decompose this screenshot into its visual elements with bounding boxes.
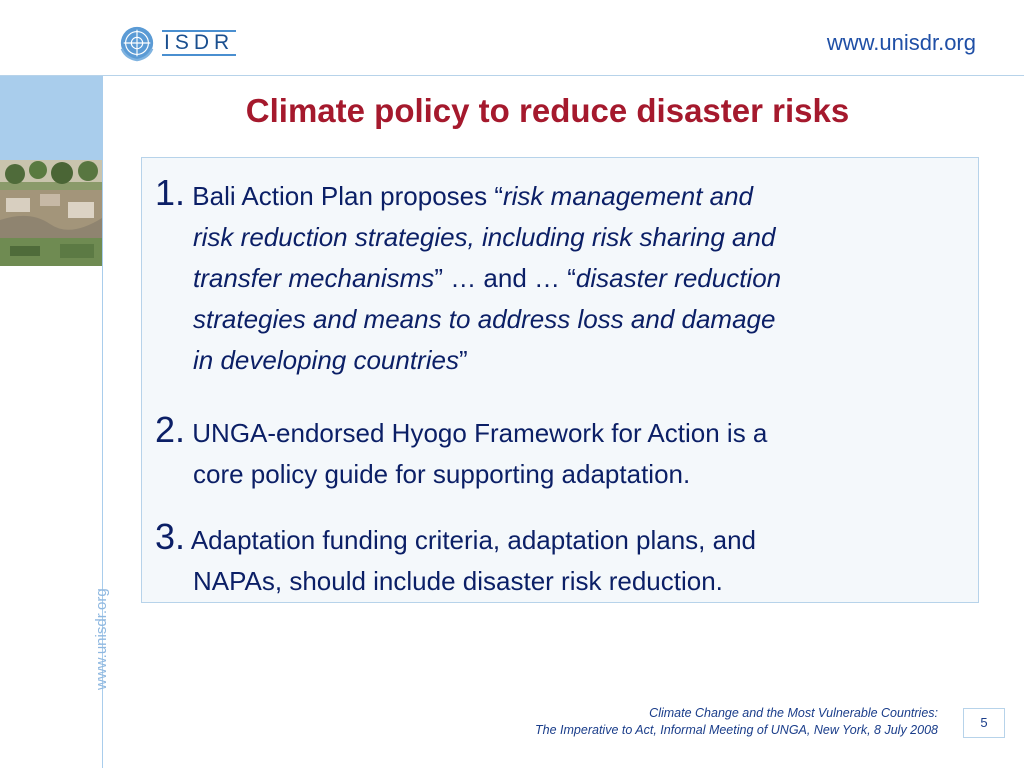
text-run: in developing countries <box>193 345 459 375</box>
content-box <box>141 157 979 603</box>
text-run: core policy guide for supporting adaptation. <box>193 459 691 489</box>
item-line <box>155 516 970 561</box>
item-line <box>155 299 970 340</box>
isdr-logo-text: ISDR <box>164 31 235 54</box>
item-number: 1. <box>155 172 186 213</box>
item-line <box>155 340 970 381</box>
item-line <box>155 409 970 454</box>
header-divider <box>0 75 1024 76</box>
page-number: 5 <box>963 708 1005 738</box>
un-emblem-icon <box>118 24 156 62</box>
slide-title: Climate policy to reduce disaster risks <box>245 92 850 129</box>
text-run: risk reduction strategies, including risk sharing and <box>193 222 776 252</box>
text-run: ” <box>458 345 468 375</box>
list-item <box>155 172 970 381</box>
slide-header <box>0 0 1024 76</box>
item-line <box>155 217 970 258</box>
item-number: 3. <box>155 516 186 557</box>
item-line <box>155 258 970 299</box>
text-run: transfer mechanisms <box>193 263 435 293</box>
header-site-url[interactable]: www.unisdr.org <box>826 30 976 55</box>
list-item <box>155 516 970 602</box>
vertical-site-url: www.unisdr.org <box>93 588 110 690</box>
text-run: UNGA-endorsed Hyogo Framework for Action is a <box>192 418 768 448</box>
footer-citation <box>535 705 938 739</box>
isdr-logo <box>118 24 236 62</box>
text-run: risk management and <box>503 181 754 211</box>
text-run: Bali Action Plan proposes “ <box>192 181 503 211</box>
item-line <box>155 561 970 602</box>
list-item <box>155 409 970 495</box>
text-run: ” … and … “ <box>434 263 576 293</box>
text-run: disaster reduction <box>575 263 782 293</box>
text-run: Adaptation funding criteria, adaptation plans, and <box>190 525 757 555</box>
item-line <box>155 454 970 495</box>
text-run: NAPAs, should include disaster risk reduction. <box>193 566 723 596</box>
item-number: 2. <box>155 409 186 450</box>
footer-line-1: Climate Change and the Most Vulnerable Countries: <box>649 706 938 720</box>
item-line <box>155 172 970 217</box>
footer-line-2: The Imperative to Act, Informal Meeting of UNGA, New York, 8 July 2008 <box>535 723 938 737</box>
flood-photo <box>0 160 102 266</box>
text-run: strategies and means to address loss and damage <box>193 304 776 334</box>
